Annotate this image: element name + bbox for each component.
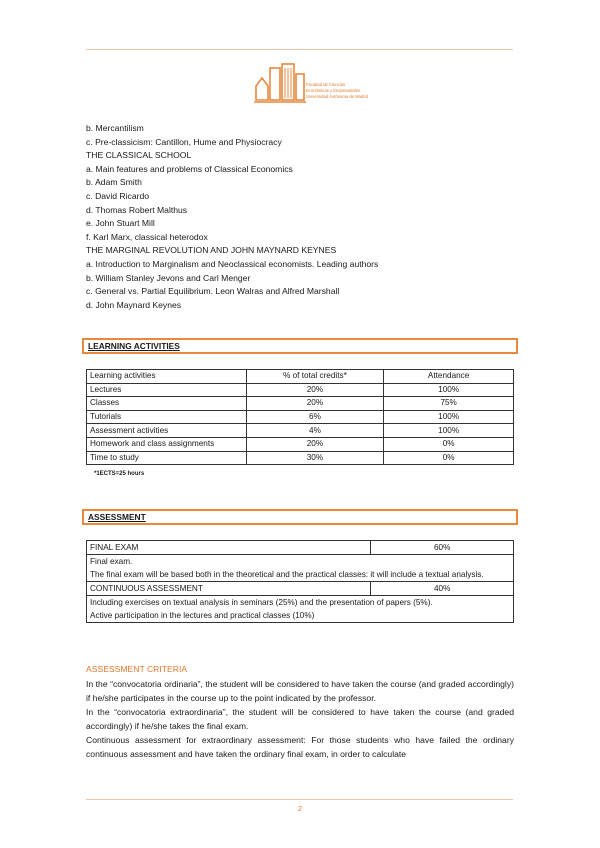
table-header-cell: Attendance [384,370,514,384]
table-row [87,437,514,451]
content-item: b. William Stanley Jevons and Carl Menger [86,272,251,283]
continuous-assessment-percent: 40% [371,582,514,596]
table-row [87,555,514,582]
table-cell: 100% [384,383,514,397]
logo-line-1: Facultad de Ciencias [306,82,346,87]
table-cell: 0% [384,451,514,465]
assessment-table [86,540,514,623]
faculty-logo [254,60,368,110]
final-exam-desc-line: The final exam will be based both in the theoretical and the practical classes: it will include a textual analysis. [90,570,484,579]
table-cell: 20% [246,437,384,451]
table-row [87,410,514,424]
table-row [87,397,514,411]
table-cell: Assessment activities [87,424,247,438]
content-item: THE MARGINAL REVOLUTION AND JOHN MAYNARD KEYNES [86,245,337,256]
ects-note: *1ECTS=25 hours [94,471,145,477]
table-cell: Lectures [87,383,247,397]
continuous-desc-line: Active participation in the lectures and practical classes (10%) [90,611,315,620]
content-item: e. John Stuart Mill [86,218,155,229]
table-cell: 4% [246,424,384,438]
continuous-desc-line: Including exercises on textual analysis in seminars (25%) and the presentation of papers (5%). [90,598,433,607]
final-exam-desc-line: Final exam. [90,557,133,566]
building-logo-icon [254,60,306,108]
header-rule [86,49,513,50]
page-number: 2 [297,804,303,813]
content-item: a. Introduction to Marginalism and Neoclassical economists. Leading authors [86,258,379,269]
table-cell: Classes [87,397,247,411]
assessment-criteria-body [86,677,514,761]
table-cell: 0% [384,437,514,451]
logo-line-2: Económicas y Empresariales [306,88,360,93]
continuous-assessment-description [87,596,514,623]
content-item: f. Karl Marx, classical heterodox [86,231,208,242]
table-cell: 100% [384,410,514,424]
table-row [87,541,514,555]
table-cell: Tutorials [87,410,247,424]
table-row [87,596,514,623]
learning-activities-table [86,369,514,465]
table-cell: 75% [384,397,514,411]
content-item: b. Mercantilism [86,123,144,133]
content-item: THE CLASSICAL SCHOOL [86,150,192,161]
content-item: d. Thomas Robert Malthus [86,204,188,215]
table-cell: 6% [246,410,384,424]
table-cell: 20% [246,383,384,397]
content-item: a. Main features and problems of Classical Economics [86,163,293,174]
logo-line-3: Universidad Autónoma de Madrid [306,94,368,99]
footer-rule [86,799,513,800]
table-header-row [87,370,514,384]
final-exam-description [87,555,514,582]
content-item: c. General vs. Partial Equilibrium. Leon Walras and Alfred Marshall [86,286,340,297]
assessment-title: ASSESSMENT [88,512,146,522]
content-item: b. Adam Smith [86,177,142,188]
assessment-criteria-title: ASSESSMENT CRITERIA [86,664,188,674]
table-cell: Time to study [87,451,247,465]
final-exam-label: FINAL EXAM [87,541,371,555]
table-row [87,582,514,596]
table-cell: 30% [246,451,384,465]
content-item: c. David Ricardo [86,190,150,201]
course-contents [86,122,516,312]
table-header-cell: Learning activities [87,370,247,384]
criteria-paragraph: Continuous assessment for extraordinary assessment: For those students who have failed the ordinary continuous assessment and have taken the ordinary final exam, in order to calculate [86,735,514,759]
table-cell: 100% [384,424,514,438]
final-exam-percent: 60% [371,541,514,555]
continuous-assessment-label: CONTINUOUS ASSESSMENT [87,582,371,596]
table-row [87,424,514,438]
content-item: d. John Maynard Keynes [86,299,182,310]
learning-activities-title: LEARNING ACTIVITIES [88,341,180,351]
assessment-heading [82,509,518,525]
table-row [87,451,514,465]
criteria-paragraph: In the “convocatoria extraordinaria”, the student will be considered to have taken the course (and graded accordingly) if he/she takes the final exam. [86,707,514,731]
table-cell: Homework and class assignments [87,437,247,451]
criteria-paragraph: In the “convocatoria ordinaria”, the student will be considered to have taken the course (and graded accordingly) if he/she participates in the course up to the point indicated by the professor. [86,679,514,703]
learning-activities-heading [82,338,518,354]
table-header-cell: % of total credits* [246,370,384,384]
table-row [87,383,514,397]
content-item: c. Pre-classicism: Cantillon, Hume and Physiocracy [86,136,282,147]
table-cell: 20% [246,397,384,411]
